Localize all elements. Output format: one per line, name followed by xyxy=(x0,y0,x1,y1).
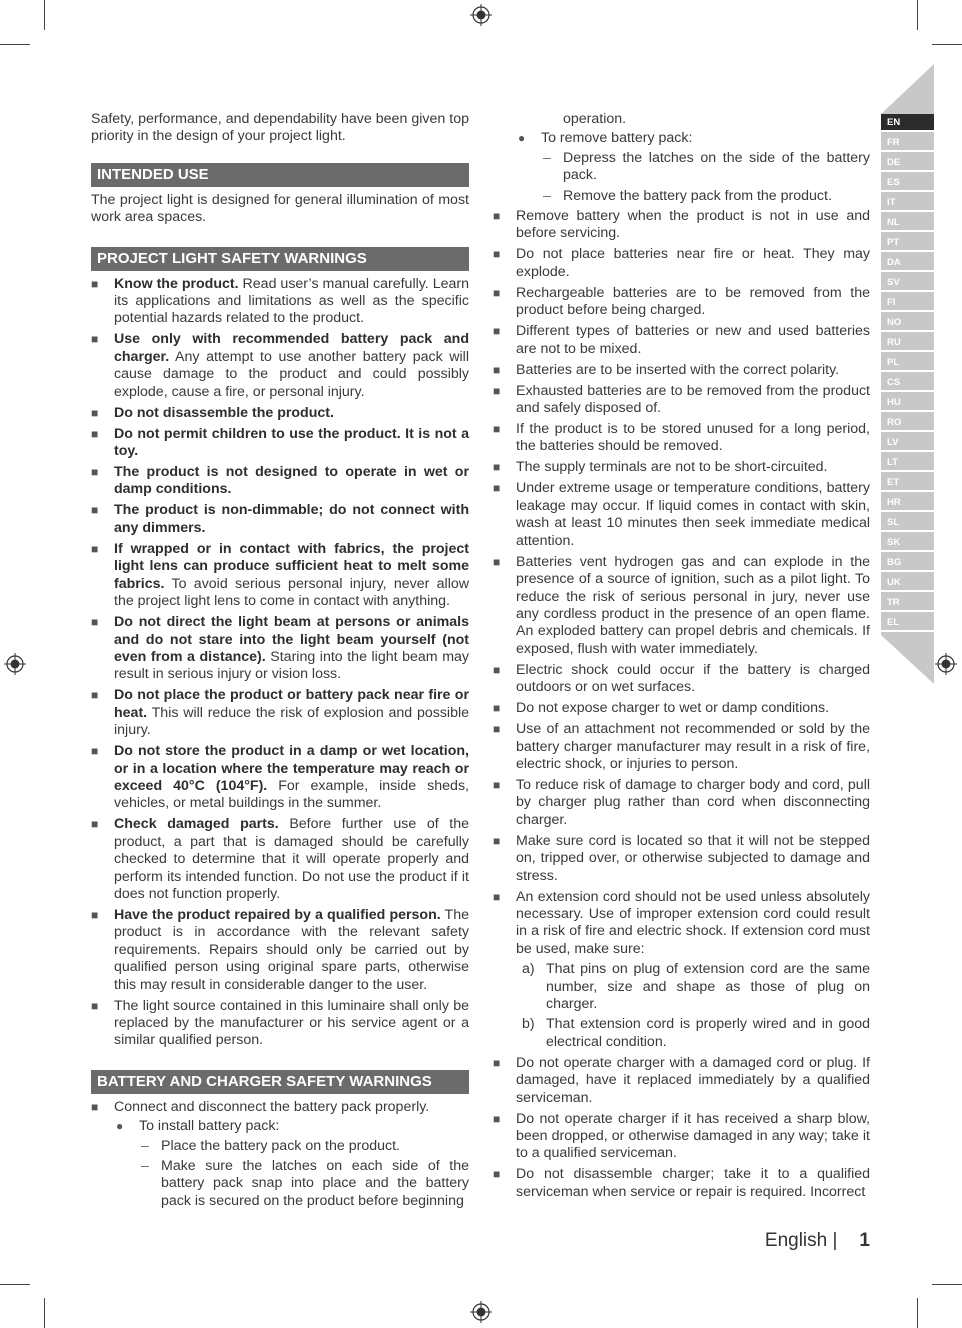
list-item: ■ Make sure cord is located so that it will not be stepped on, tripped over, or otherwise subjected to damage and stress. xyxy=(493,832,870,884)
language-tab-et[interactable]: ET xyxy=(881,474,934,492)
crop-mark xyxy=(917,0,918,30)
language-tab-lv[interactable]: LV xyxy=(881,434,934,452)
list-item: ■ The supply terminals are not to be short-circuited. xyxy=(493,459,828,476)
tab-strip-top xyxy=(881,64,934,114)
list-item: ■ Batteries vent hydrogen gas and can explode in the presence of a source of ignition, such as a pilot light. To reduce the risk of serious personal in jury, never use any cordless product in the presence of an open flame. An exploded battery can propel debris and chemicals. If exposed, flush with water immediately. xyxy=(493,553,870,657)
registration-mark-icon xyxy=(470,4,492,26)
language-tab-no[interactable]: NO xyxy=(881,314,934,332)
list-item: ■ Exhausted batteries are to be removed from the product and safely disposed of. xyxy=(493,382,870,417)
battery-heading: BATTERY AND CHARGER SAFETY WARNINGS xyxy=(91,1070,469,1094)
battery-warnings-list-start xyxy=(91,1099,469,1210)
list-item: ■ Do not place the product or battery pack near fire or heat. This will reduce the risk of explosion and possible injury. xyxy=(91,687,469,739)
list-item: – Remove the battery pack from the product. xyxy=(543,187,832,204)
language-tab-sk[interactable]: SK xyxy=(881,534,934,552)
list-item: ■ Do not operate charger if it has received a sharp blow, been dropped, or otherwise damaged in any way; take it to a qualified serviceman. xyxy=(493,1110,870,1162)
list-item: b) That extension cord is properly wired and in good electrical condition. xyxy=(522,1016,870,1050)
language-tab-fi[interactable]: FI xyxy=(881,294,934,312)
list-item: ■ Know the product. Read user’s manual carefully. Learn its applications and limitations as well as the specific potential hazards related to the product. xyxy=(91,275,469,327)
list-item: ■ The light source contained in this luminaire shall only be replaced by the manufacturer or his service agent or a similar qualified person. xyxy=(91,997,469,1049)
page-footer xyxy=(765,1230,870,1252)
crop-mark xyxy=(917,1298,918,1328)
language-tab-da[interactable]: DA xyxy=(881,254,934,272)
list-item: ■ Check damaged parts. Before further use of the product, a part that is damaged should be carefully checked to determine that it will operate properly and perform its intended function. Do not use the product if it does not function properly. xyxy=(91,816,469,902)
extension-cord-points xyxy=(516,961,870,1051)
list-item: ■ Batteries are to be inserted with the correct polarity. xyxy=(493,361,840,378)
list-item: ■ Do not store the product in a damp or wet location, or in a location where the temperature may reach or exceed 40°C (104°F). For example, inside sheds, vehicles, or metal buildings in the summer. xyxy=(91,743,469,812)
list-item: ■ If the product is to be stored unused for a long period, the batteries should be removed. xyxy=(493,421,870,455)
list-item: ■ Under extreme usage or temperature conditions, battery leakage may occur. If liquid comes in contact with skin, wash at least 10 minutes then seek immediate medical attention. xyxy=(493,480,870,549)
language-tab-ro[interactable]: RO xyxy=(881,414,934,432)
list-item: ■ If wrapped or in contact with fabrics, the project light lens can produce sufficient heat to melt some fabrics. To avoid serious personal injury, never allow the project light lens to come in contact with anything. xyxy=(91,540,469,610)
list-item: ■ Do not operate charger with a damaged cord or plug. If damaged, have it replaced immediately by a qualified serviceman. xyxy=(493,1054,870,1106)
language-tab-uk[interactable]: UK xyxy=(881,574,934,592)
crop-mark xyxy=(44,1298,45,1328)
list-item: ■ The product is not designed to operate in wet or damp conditions. xyxy=(91,464,469,498)
list-item: ■ Do not permit children to use the product. It is not a toy. xyxy=(91,425,469,460)
language-tab-ru[interactable]: RU xyxy=(881,334,934,352)
remove-list xyxy=(516,130,870,205)
battery-warnings-list xyxy=(493,208,870,1051)
list-item: ■ Do not expose charger to wet or damp conditions. xyxy=(493,700,830,717)
list-item: ■ Do not place batteries near fire or heat. They may explode. xyxy=(493,246,870,280)
registration-mark-icon xyxy=(4,653,26,675)
registration-mark-icon xyxy=(935,653,957,675)
list-item: ■ Connect and disconnect the battery pack properly. ● To install battery pack: – Place the battery pack on the product. – Make sure the latches on each side of the battery pack snap into place and the battery pack is secured on the product before beginning xyxy=(91,1098,469,1209)
language-tab-de[interactable]: DE xyxy=(881,154,934,172)
list-item: – Place the battery pack on the product. xyxy=(141,1137,400,1154)
project-light-warnings-list xyxy=(91,276,469,1050)
list-item: ■ Do not direct the light beam at persons or animals and do not stare into the light beam yourself (not even from a distance). Staring into the light beam may result in serious injury or vision loss. xyxy=(91,614,469,683)
language-tab-cs[interactable]: CS xyxy=(881,374,934,392)
crop-mark xyxy=(932,1284,962,1285)
list-item: ■ Use only with recommended battery pack and charger. Any attempt to use another battery pack will cause damage to the product and could possibly explode, cause a fire, or personal injury. xyxy=(91,331,469,400)
language-tab-en[interactable]: EN xyxy=(881,114,934,132)
language-tab-bg[interactable]: BG xyxy=(881,554,934,572)
intended-use-text: The project light is designed for general illumination of most work area spaces. xyxy=(91,191,469,226)
list-item: ■ Do not disassemble charger; take it to a qualified serviceman when service or repair is required. Incorrect xyxy=(493,1166,870,1200)
right-column xyxy=(493,111,870,1205)
language-tab-nl[interactable]: NL xyxy=(881,214,934,232)
tab-strip-bottom xyxy=(881,635,934,684)
page-number: 1 xyxy=(859,1230,870,1251)
footer-language: English | xyxy=(764,1230,838,1251)
language-tab-hu[interactable]: HU xyxy=(881,394,934,412)
project-light-heading: PROJECT LIGHT SAFETY WARNINGS xyxy=(91,247,469,271)
list-item: ■ To reduce risk of damage to charger body and cord, pull by charger plug rather than cord when disconnecting charger. xyxy=(493,776,870,828)
language-tab-fr[interactable]: FR xyxy=(881,134,934,152)
intended-use-heading: INTENDED USE xyxy=(91,163,469,187)
crop-mark xyxy=(932,44,962,45)
list-item: ■ The product is non-dimmable; do not connect with any dimmers. xyxy=(91,502,469,536)
list-item: a) That pins on plug of extension cord are the same number, size and shape as those of plug on charger. xyxy=(522,961,870,1012)
list-item: ■ Rechargeable batteries are to be removed from the product before being charged. xyxy=(493,284,870,319)
language-tab-lt[interactable]: LT xyxy=(881,454,934,472)
list-item: ■ Remove battery when the product is not in use and before servicing. xyxy=(493,208,870,242)
language-tab-pl[interactable]: PL xyxy=(881,354,934,372)
list-item: – Depress the latches on the side of the battery pack. xyxy=(543,149,870,184)
list-item: ■ An extension cord should not be used unless absolutely necessary. Use of improper extension cord could result in a risk of fire and electric shock. If extension cord must be used, make sure: a) That pins on plug of extension cord are the same number, size and shape as those of plug on charger. b) That extension cord is properly wired and in good electrical condition. xyxy=(493,888,870,1050)
install-continuation: operation. xyxy=(563,111,627,127)
list-item: ■ Do not disassemble the product. xyxy=(91,404,334,421)
registration-mark-icon xyxy=(470,1301,492,1323)
language-tab-it[interactable]: IT xyxy=(881,194,934,212)
battery-warnings-list-continued xyxy=(493,1055,870,1201)
intro-text: Safety, performance, and dependability have been given top priority in the design of your project light. xyxy=(91,111,469,145)
crop-mark xyxy=(44,0,45,30)
language-tab-es[interactable]: ES xyxy=(881,174,934,192)
language-tab-sv[interactable]: SV xyxy=(881,274,934,292)
language-tab-el[interactable]: EL xyxy=(881,614,934,632)
list-item: ■ Electric shock could occur if the battery is charged outdoors or on wet surfaces. xyxy=(493,661,870,696)
language-tab-sl[interactable]: SL xyxy=(881,514,934,532)
list-item: ■ Different types of batteries or new and used batteries are not to be mixed. xyxy=(493,323,870,357)
language-tab-pt[interactable]: PT xyxy=(881,234,934,252)
left-column xyxy=(91,111,469,1214)
language-tabs xyxy=(881,64,934,684)
language-tab-hr[interactable]: HR xyxy=(881,494,934,512)
list-item: ■ Have the product repaired by a qualified person. The product is in accordance with the relevant safety requirements. Repairs should only be carried out by qualified person using original spare parts, otherwise this may result in considerable danger to the user. xyxy=(91,906,469,993)
crop-mark xyxy=(0,44,30,45)
language-tab-tr[interactable]: TR xyxy=(881,594,934,612)
list-item: ● To remove battery pack: – Depress the latches on the side of the battery pack. – Remove the battery pack from the product. xyxy=(518,130,870,204)
list-item: ● To install battery pack: – Place the battery pack on the product. – Make sure the latches on each side of the battery pack snap into place and the battery pack is secured on the product before beginning xyxy=(116,1118,469,1209)
crop-mark xyxy=(0,1284,30,1285)
list-item: – Make sure the latches on each side of the battery pack snap into place and the battery pack is secured on the product before beginning xyxy=(141,1158,469,1209)
list-item: ■ Use of an attachment not recommended or sold by the battery charger manufacturer may result in a risk of fire, electric shock, or injuries to person. xyxy=(493,721,870,772)
